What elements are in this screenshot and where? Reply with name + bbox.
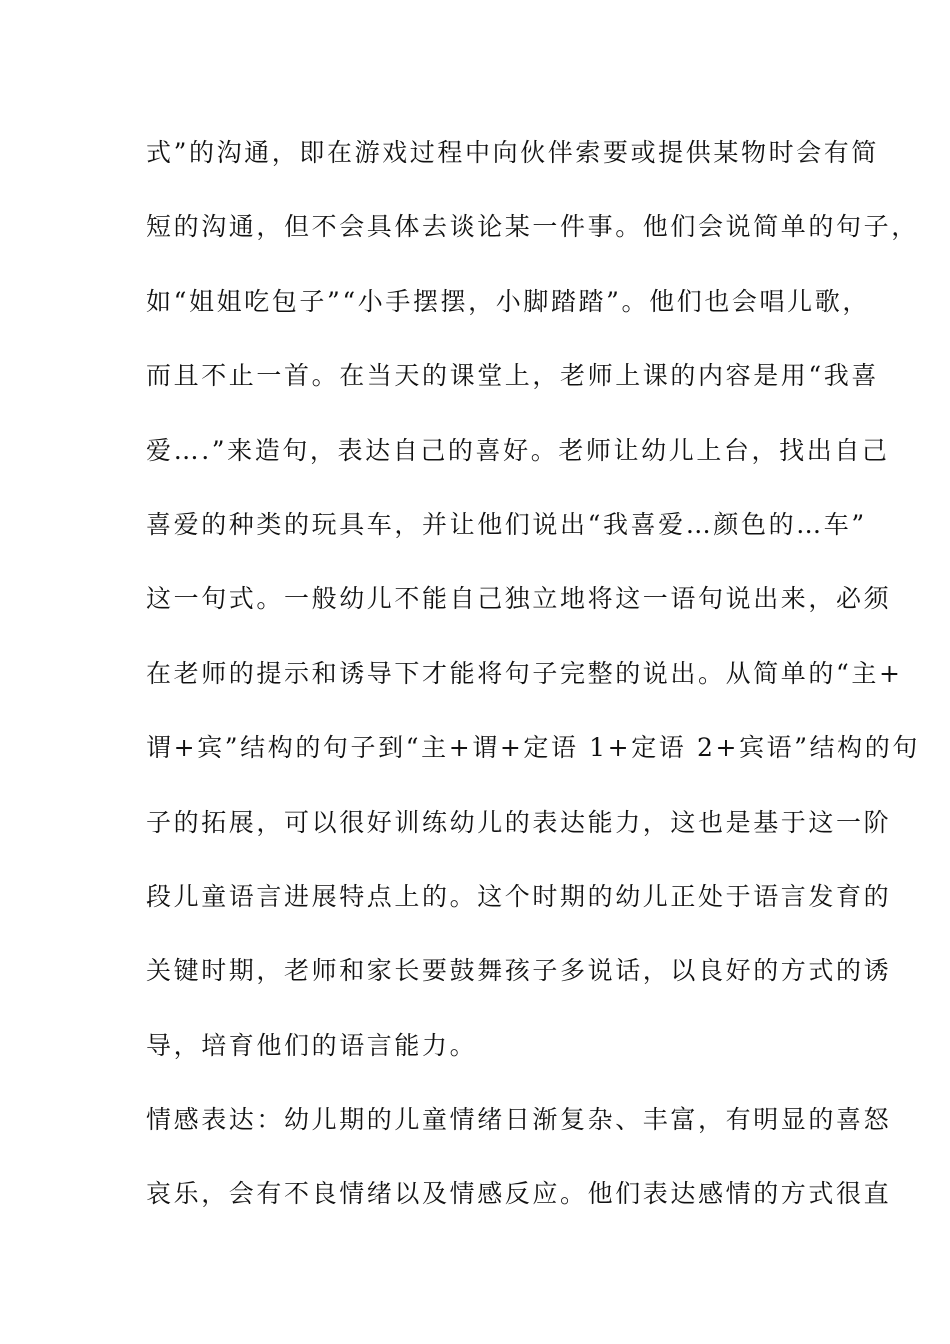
text-line-12: 关键时期，老师和家长要鼓舞孩子多说话，以良好的方式的诱 (146, 956, 892, 986)
text-line-3: 如“姐姐吃包子”“小手摆摆，小脚踏踏”。他们也会唱儿歌， (146, 286, 870, 316)
text-line-4: 而且不止一首。在当天的课堂上，老师上课的内容是用“我喜 (146, 361, 879, 391)
text-line-6: 喜爱的种类的玩具车，并让他们说出“我喜爱…颜色的…车” (146, 509, 867, 539)
text-line-11: 段儿童语言进展特点上的。这个时期的幼儿正处于语言发育的 (146, 881, 892, 911)
text-line-2: 短的沟通，但不会具体去谈论某一件事。他们会说简单的句子， (146, 212, 919, 242)
text-line-1: 式”的沟通，即在游戏过程中向伙伴索要或提供某物时会有简 (146, 138, 879, 167)
text-line-8: 在老师的提示和诱导下才能将句子完整的说出。从简单的“主+ (146, 658, 903, 688)
text-line-7: 这一句式。一般幼儿不能自己独立地将这一语句说出来，必须 (146, 584, 892, 614)
text-line-14: 情感表达：幼儿期的儿童情绪日渐复杂、丰富，有明显的喜怒 (146, 1105, 892, 1135)
text-line-13: 导，培育他们的语言能力。 (146, 1030, 478, 1060)
text-line-9: 谓+宾”结构的句子到“主+谓+定语 1+定语 2+宾语”结构的句 (146, 733, 920, 763)
body-text (146, 128, 920, 1244)
text-line-10: 子的拓展，可以很好训练幼儿的表达能力，这也是基于这一阶 (146, 807, 892, 837)
text-line-15: 哀乐，会有不良情绪以及情感反应。他们表达感情的方式很直 (146, 1179, 892, 1209)
text-line-5: 爱….”来造句，表达自己的喜好。老师让幼儿上台，找出自己 (146, 435, 890, 465)
